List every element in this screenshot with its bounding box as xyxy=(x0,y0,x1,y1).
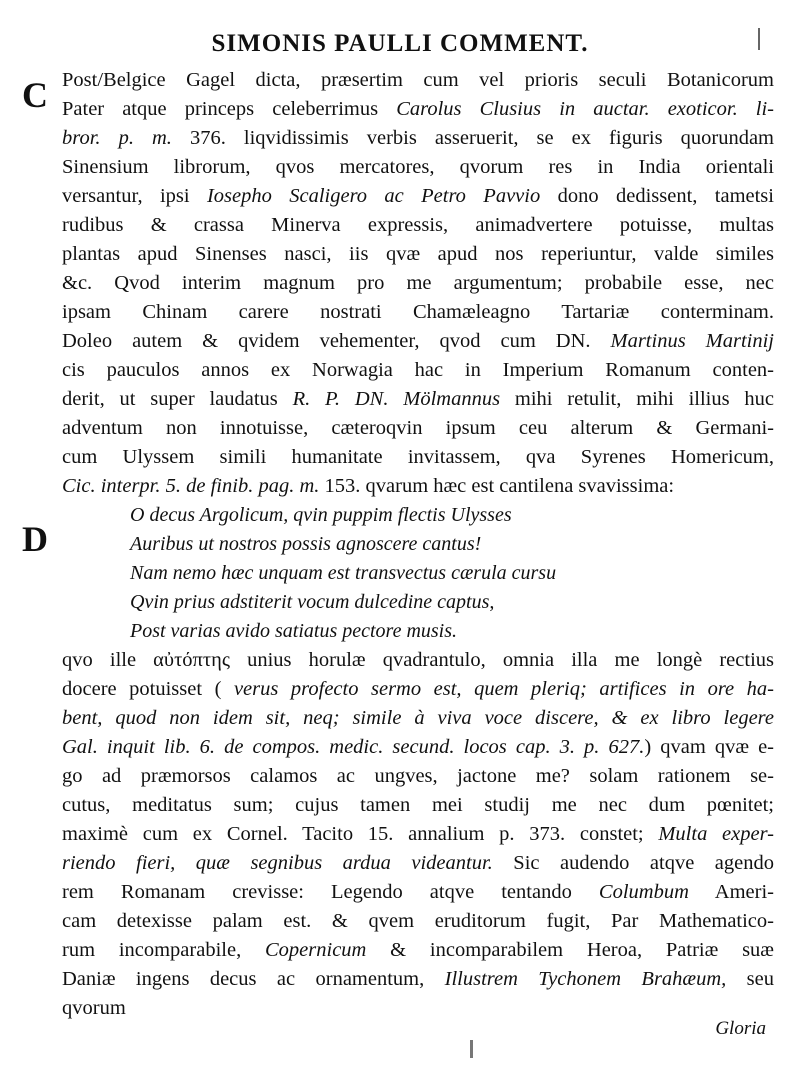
text-line xyxy=(62,791,774,820)
italic-run: verus profecto sermo est, quem pleriq; artifices in ore ha- xyxy=(221,678,774,700)
text-run: maximè cum ex Cornel. Tacito 15. annalium p. 373. constet; xyxy=(62,823,659,845)
text-line xyxy=(62,298,774,327)
text-run: plantas apud Sinenses nasci, iis qvæ apud nos reperiuntur, valde similes xyxy=(62,243,774,265)
text-line xyxy=(62,936,774,965)
text-run: cum Ulyssem simili humanitate invitassem, qva Syrenes Homericum, xyxy=(62,446,774,468)
text-line xyxy=(62,356,774,385)
text-run: cis pauculos annos ex Norwagia hac in Imperium Romanum conten- xyxy=(62,359,774,381)
text-run: rudibus & crassa Minerva expressis, animadvertere potuisse, multas xyxy=(62,214,774,236)
text-line xyxy=(62,240,774,269)
text-line xyxy=(62,704,774,733)
text-run: Ameri- xyxy=(688,881,774,903)
text-run: Doleo autem & qvidem vehementer, qvod cum DN. xyxy=(62,330,611,352)
text-line xyxy=(62,878,774,907)
text-line xyxy=(62,646,774,675)
verse-line: O decus Argolicum, qvin puppim flectis Ulysses xyxy=(130,504,512,526)
text-run: &c. Qvod interim magnum pro me argumentum; probabile esse, nec xyxy=(62,272,774,294)
italic-run: riendo fieri, quæ segnibus ardua videantur. xyxy=(62,852,493,874)
text-run: qvorum xyxy=(62,997,126,1019)
text-run: cam detexisse palam est. & qvem eruditorum fugit, Par Mathematico- xyxy=(62,910,774,932)
text-line xyxy=(62,269,774,298)
text-run: go ad præmorsos calamos ac ungves, jactone me? solam rationem se- xyxy=(62,765,774,787)
text-run: versantur, ipsi xyxy=(62,185,207,207)
text-line xyxy=(62,95,774,124)
text-line xyxy=(62,124,774,153)
catchword: Gloria xyxy=(715,1018,766,1039)
verse-line: Post varias avido satiatus pectore musis. xyxy=(130,620,458,642)
text-run: derit, ut super laudatus xyxy=(62,388,293,410)
text-run: rem Romanam crevisse: Legendo atqve tentando xyxy=(62,881,599,903)
italic-run: bror. p. m. xyxy=(62,127,190,149)
paragraph-after-verse xyxy=(62,646,774,1023)
italic-run: bent, quod non idem sit, neq; simile à viva voce discere, & ex libro legere xyxy=(62,707,774,729)
italic-run: Columbum xyxy=(598,881,689,903)
text-line xyxy=(62,182,774,211)
verse-line: Qvin prius adstiterit vocum dulcedine captus, xyxy=(130,591,495,613)
text-line xyxy=(62,965,774,994)
text-line xyxy=(62,211,774,240)
text-run: Pater atque princeps celeberrimus xyxy=(62,98,397,120)
text-line xyxy=(62,733,774,762)
text-run: rum incomparabile, xyxy=(62,939,265,961)
italic-run: Iosepho Scaligero ac Petro Pavvio xyxy=(206,185,541,207)
italic-run: Cic. interpr. 5. de finib. pag. m. xyxy=(62,475,320,497)
text-run: mihi retulit, mihi illius huc xyxy=(500,388,775,410)
text-run: Sic audendo atqve agendo xyxy=(492,852,774,874)
text-run: adventum non innotuisse, cæteroqvin ipsum ceu alterum & Germani- xyxy=(62,417,774,439)
text-line xyxy=(62,820,774,849)
text-run: & incomparabilem Heroa, Patriæ suæ xyxy=(366,939,774,961)
text-line xyxy=(62,66,774,95)
text-run: docere potuisset ( xyxy=(62,678,222,700)
text-run: dono dedissent, tametsi xyxy=(540,185,774,207)
text-line xyxy=(62,327,774,356)
verse-quotation xyxy=(62,501,774,646)
text-run: qvo ille αὐτόπτης unius horulæ qvadrantulo, omnia illa me longè rectius xyxy=(62,649,774,671)
text-line xyxy=(62,675,774,704)
text-run: Post/Belgice Gagel dicta, præsertim cum vel prioris seculi Botanicorum xyxy=(62,69,774,91)
verse-line: Nam nemo hæc unquam est transvectus cærula cursu xyxy=(130,562,557,584)
marginal-letter-d: D xyxy=(22,519,48,559)
italic-run: Carolus Clusius in auctar. exoticor. li- xyxy=(396,98,775,120)
italic-run: Martinus Martinij xyxy=(610,330,774,352)
text-run: Sinensium librorum, qvos mercatores, qvorum res in India orientali xyxy=(62,156,774,178)
paragraph-before-verse xyxy=(62,66,774,501)
text-run: cutus, meditatus sum; cujus tamen mei studij me nec dum pœnitet; xyxy=(62,794,774,816)
italic-run: R. P. DN. Mölmannus xyxy=(292,388,501,410)
text-run: 153. qvarum hæc est cantilena svavissima: xyxy=(319,475,675,497)
italic-run: Illustrem Tychonem Brahæum, xyxy=(444,968,727,990)
running-head: SIMONIS PAULLI COMMENT. xyxy=(211,30,589,57)
italic-run: Copernicum xyxy=(265,939,367,961)
text-line xyxy=(62,153,774,182)
marginal-letter-c: C xyxy=(22,75,48,115)
italic-run: Gal. inquit lib. 6. de compos. medic. secund. locos cap. 3. p. 627. xyxy=(62,736,645,758)
text-line xyxy=(62,385,774,414)
text-line xyxy=(62,849,774,878)
text-line xyxy=(62,472,774,501)
verse-line: Auribus ut nostros possis agnoscere cantus! xyxy=(130,533,482,555)
italic-run: Multa exper- xyxy=(658,823,774,845)
text-run: Daniæ ingens decus ac ornamentum, xyxy=(62,968,445,990)
text-line xyxy=(62,443,774,472)
text-line xyxy=(62,907,774,936)
text-line xyxy=(62,762,774,791)
text-run: ) qvam qvæ e- xyxy=(644,736,774,758)
text-line xyxy=(62,994,774,1023)
gutter-mark xyxy=(470,1040,473,1058)
text-line xyxy=(62,414,774,443)
text-run: ipsam Chinam carere nostrati Chamæleagno Tartariæ conterminam. xyxy=(62,301,774,323)
body-text xyxy=(62,66,774,1023)
text-run: seu xyxy=(726,968,775,990)
text-run: 376. liqvidissimis verbis asseruerit, se ex figuris quorundam xyxy=(189,127,774,149)
